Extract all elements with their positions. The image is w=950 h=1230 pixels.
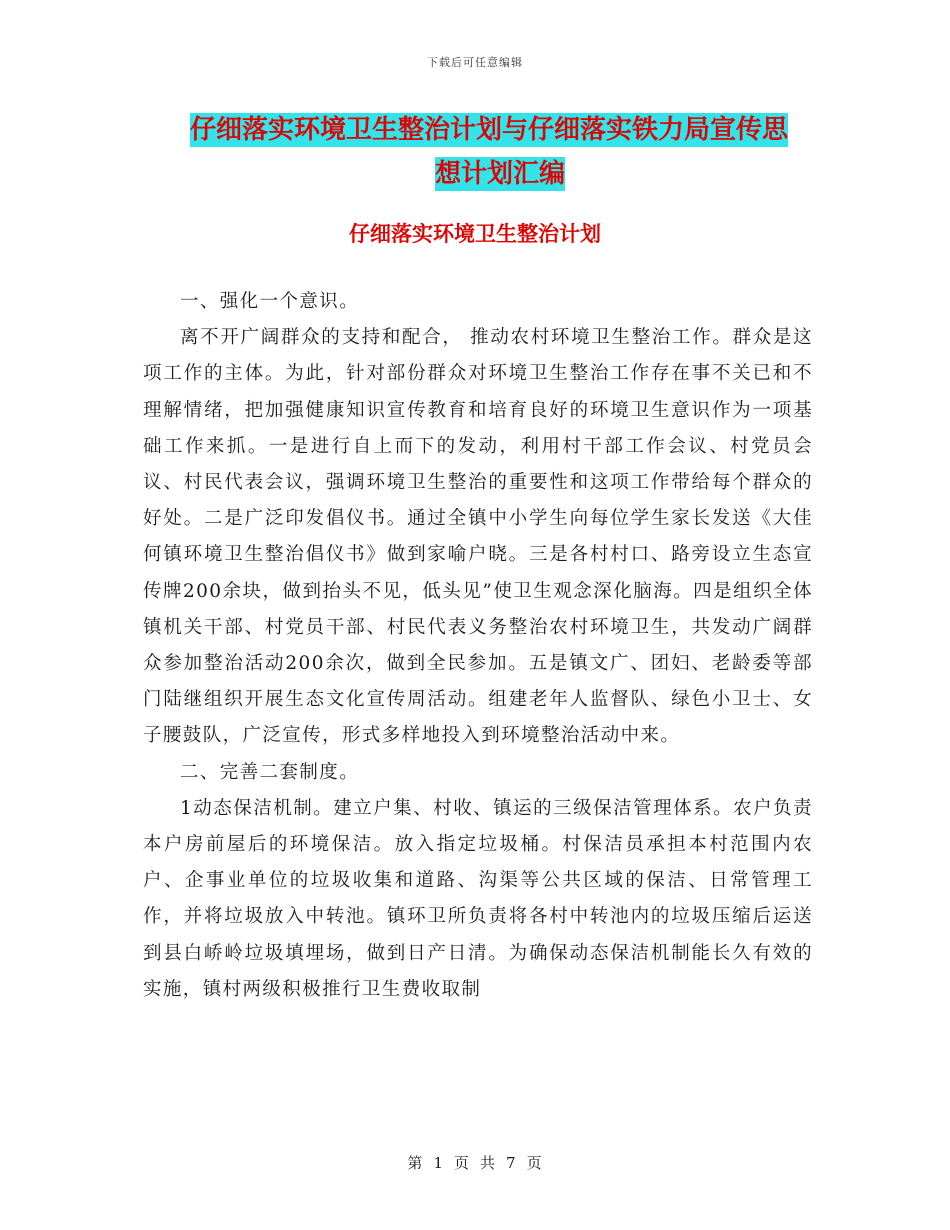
body-text bbox=[143, 284, 813, 1008]
title-line-2: 想计划汇编 bbox=[434, 159, 565, 189]
footer-prefix: 第 bbox=[407, 1154, 424, 1172]
section-title: 仔细落实环境卫生整治计划 bbox=[349, 222, 601, 246]
footer-page-word: 页 bbox=[453, 1154, 470, 1172]
page-total: 7 bbox=[506, 1154, 517, 1172]
document-title bbox=[190, 108, 810, 196]
header-note: 下载后可任意编辑 bbox=[427, 56, 523, 69]
paragraph: 1动态保洁机制。建立户集、村收、镇运的三级保洁管理体系。农户负责本户房前屋后的环境保洁。放入指定垃圾桶。村保洁员承担本村范围内农户、企事业单位的垃圾收集和道路、沟渠等公共区域的保洁、日常管理工作，并将垃圾放入中转池。镇环卫所负责将各村中转池内的垃圾压缩后运送到县白峤岭垃圾填埋场，做到日产日清。为确保动态保洁机制能长久有效的实施，镇村两级积极推行卫生费收取制 bbox=[143, 797, 813, 1000]
paragraph-heading-2: 二、完善二套制度。 bbox=[180, 761, 360, 783]
page-footer bbox=[0, 1152, 950, 1173]
paragraph-heading-1: 一、强化一个意识。 bbox=[180, 291, 360, 312]
footer-total-word: 共 bbox=[480, 1154, 497, 1172]
page-number: 1 bbox=[433, 1154, 444, 1172]
paragraph: 离不开广阔群众的支持和配合， 推动农村环境卫生整治工作。群众是这项工作的主体。为此，针对部份群众对环境卫生整治工作存在事不关已和不理解情绪，把加强健康知识宣传教育和培育良好的环境卫生意识作为一项基础工作来抓。一是进行自上而下的发动，利用村干部工作会议、村党员会议、村民代表会议，强调环境卫生整治的重要性和这项工作带给每个群众的好处。二是广泛印发倡仪书。通过全镇中小学生向每位学生家长发送《大佳何镇环境卫生整治倡仪书》做到家喻户晓。三是各村村口、路旁设立生态宣传牌200余块，做到抬头不见，低头见”使卫生观念深化脑海。四是组织全体镇机关干部、村党员干部、村民代表义务整治农村环境卫生，共发动广阔群众参加整治活动200余次，做到全民参加。五是镇文广、团妇、老龄委等部门陆继组织开展生态文化宣传周活动。组建老年人监督队、绿色小卫士、女子腰鼓队，广泛宣传，形式多样地投入到环境整治活动中来。 bbox=[143, 327, 813, 747]
footer-suffix: 页 bbox=[526, 1154, 543, 1172]
title-line-1: 仔细落实环境卫生整治计划与仔细落实铁力局宣传思 bbox=[190, 115, 789, 145]
